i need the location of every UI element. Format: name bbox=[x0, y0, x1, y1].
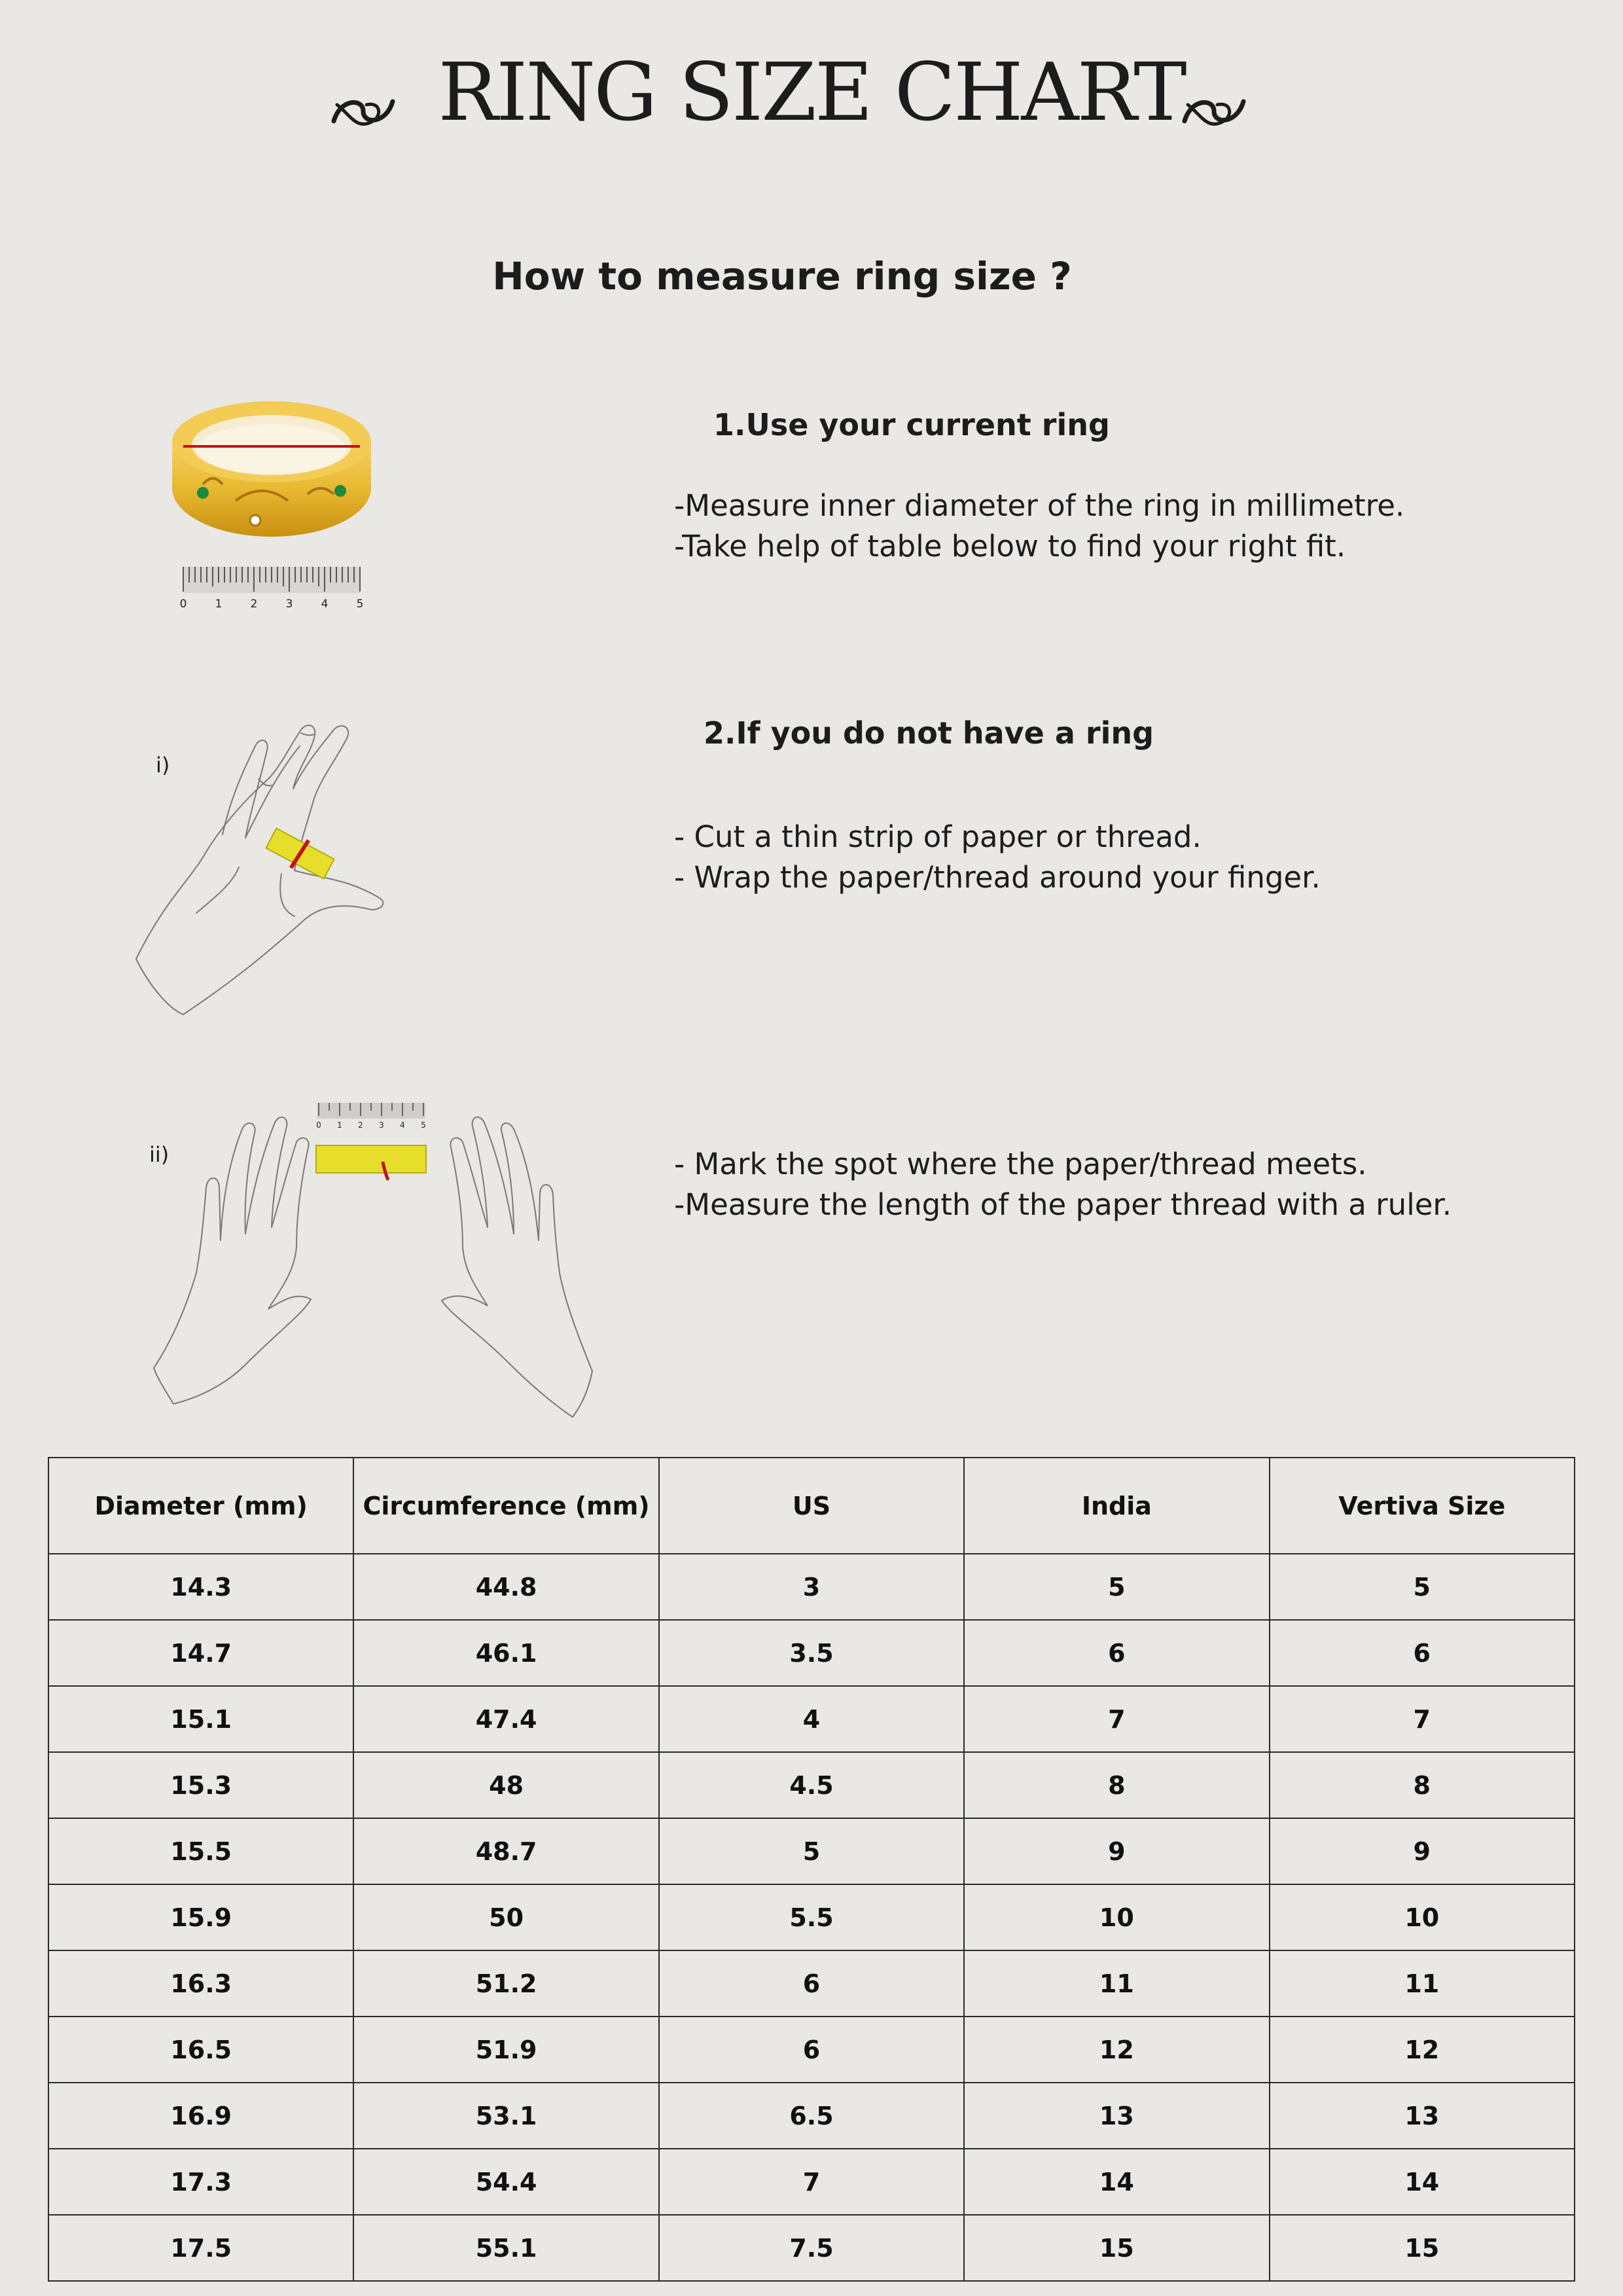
column-header-circumference: Circumference (mm) bbox=[353, 1458, 658, 1554]
page-title: RING SIZE CHART bbox=[438, 46, 1185, 139]
hand-wrap-illustration bbox=[124, 707, 412, 1021]
table-cell: 48.7 bbox=[353, 1818, 658, 1884]
table-cell: 5 bbox=[1270, 1554, 1575, 1620]
table-cell: 53.1 bbox=[353, 2083, 658, 2149]
table-cell: 12 bbox=[1270, 2017, 1575, 2083]
table-cell: 16.9 bbox=[48, 2083, 353, 2149]
flourish-left-icon bbox=[327, 85, 399, 137]
table-cell: 11 bbox=[964, 1950, 1269, 2017]
table-cell: 7.5 bbox=[659, 2215, 964, 2281]
table-cell: 15.3 bbox=[48, 1752, 353, 1818]
step2-line: - Wrap the paper/thread around your finger. bbox=[674, 860, 1321, 895]
table-cell: 7 bbox=[1270, 1686, 1575, 1752]
table-cell: 10 bbox=[964, 1884, 1269, 1950]
table-cell: 55.1 bbox=[353, 2215, 658, 2281]
table-cell: 15.9 bbox=[48, 1884, 353, 1950]
step1-text bbox=[674, 486, 1404, 567]
table-cell: 6.5 bbox=[659, 2083, 964, 2149]
table-cell: 14 bbox=[1270, 2149, 1575, 2215]
table-cell: 11 bbox=[1270, 1950, 1575, 2017]
table-cell: 10 bbox=[1270, 1884, 1575, 1950]
table-cell: 4 bbox=[659, 1686, 964, 1752]
table-row bbox=[48, 1686, 1575, 1752]
table-cell: 12 bbox=[964, 2017, 1269, 2083]
step1-line: -Take help of table below to find your right fit. bbox=[674, 529, 1346, 564]
table-cell: 13 bbox=[964, 2083, 1269, 2149]
hands-measure-illustration bbox=[147, 1096, 599, 1424]
step3-label: ii) bbox=[149, 1142, 169, 1167]
column-header-diameter: Diameter (mm) bbox=[48, 1458, 353, 1554]
step3-text bbox=[674, 1144, 1452, 1225]
table-cell: 14 bbox=[964, 2149, 1269, 2215]
column-header-india: India bbox=[964, 1458, 1269, 1554]
ruler-label: 2 bbox=[358, 1121, 363, 1130]
table-cell: 8 bbox=[964, 1752, 1269, 1818]
step2-label: i) bbox=[156, 753, 170, 778]
gold-ring-illustration bbox=[164, 386, 380, 622]
table-cell: 6 bbox=[659, 1950, 964, 2017]
table-cell: 7 bbox=[964, 1686, 1269, 1752]
table-cell: 15.1 bbox=[48, 1686, 353, 1752]
table-cell: 14.7 bbox=[48, 1620, 353, 1686]
table-row bbox=[48, 2215, 1575, 2281]
ruler-label: 1 bbox=[337, 1121, 342, 1130]
ruler-label: 0 bbox=[179, 598, 187, 611]
ruler-label: 3 bbox=[285, 598, 293, 611]
flourish-right-icon bbox=[1178, 85, 1250, 137]
table-cell: 51.2 bbox=[353, 1950, 658, 2017]
step3-line: - Mark the spot where the paper/thread meets. bbox=[674, 1147, 1367, 1181]
ruler-label: 5 bbox=[421, 1121, 426, 1130]
table-cell: 15.5 bbox=[48, 1818, 353, 1884]
table-cell: 48 bbox=[353, 1752, 658, 1818]
table-cell: 5 bbox=[964, 1554, 1269, 1620]
table-header-row bbox=[48, 1458, 1575, 1554]
table-cell: 15 bbox=[964, 2215, 1269, 2281]
table-cell: 51.9 bbox=[353, 2017, 658, 2083]
column-header-us: US bbox=[659, 1458, 964, 1554]
table-row bbox=[48, 2083, 1575, 2149]
ruler-label: 3 bbox=[379, 1121, 384, 1130]
table-cell: 13 bbox=[1270, 2083, 1575, 2149]
step2-heading: 2.If you do not have a ring bbox=[704, 715, 1154, 751]
table-cell: 50 bbox=[353, 1884, 658, 1950]
table-row bbox=[48, 1884, 1575, 1950]
table-cell: 8 bbox=[1270, 1752, 1575, 1818]
table-row bbox=[48, 1554, 1575, 1620]
step1-heading: 1.Use your current ring bbox=[713, 407, 1110, 442]
table-row bbox=[48, 2149, 1575, 2215]
table-row bbox=[48, 1950, 1575, 2017]
table-cell: 16.3 bbox=[48, 1950, 353, 2017]
table-cell: 3.5 bbox=[659, 1620, 964, 1686]
table-cell: 4.5 bbox=[659, 1752, 964, 1818]
table-cell: 5 bbox=[659, 1818, 964, 1884]
table-cell: 47.4 bbox=[353, 1686, 658, 1752]
step2-line: - Cut a thin strip of paper or thread. bbox=[674, 819, 1202, 854]
table-cell: 15 bbox=[1270, 2215, 1575, 2281]
table-cell: 9 bbox=[964, 1818, 1269, 1884]
ruler-icon bbox=[180, 567, 364, 611]
table-cell: 16.5 bbox=[48, 2017, 353, 2083]
ruler-label: 5 bbox=[356, 598, 364, 611]
table-cell: 6 bbox=[1270, 1620, 1575, 1686]
table-cell: 17.5 bbox=[48, 2215, 353, 2281]
table-cell: 54.4 bbox=[353, 2149, 658, 2215]
table-cell: 6 bbox=[964, 1620, 1269, 1686]
table-cell: 3 bbox=[659, 1554, 964, 1620]
table-cell: 6 bbox=[659, 2017, 964, 2083]
table-cell: 44.8 bbox=[353, 1554, 658, 1620]
section-subtitle: How to measure ring size ? bbox=[492, 254, 1072, 298]
table-cell: 14.3 bbox=[48, 1554, 353, 1620]
column-header-vertiva-size: Vertiva Size bbox=[1270, 1458, 1575, 1554]
table-cell: 9 bbox=[1270, 1818, 1575, 1884]
table-row bbox=[48, 1752, 1575, 1818]
ring-size-table bbox=[48, 1457, 1575, 2282]
table-row bbox=[48, 2017, 1575, 2083]
ruler-label: 4 bbox=[321, 598, 329, 611]
table-cell: 17.3 bbox=[48, 2149, 353, 2215]
table-row bbox=[48, 1620, 1575, 1686]
table-cell: 7 bbox=[659, 2149, 964, 2215]
table-cell: 5.5 bbox=[659, 1884, 964, 1950]
ruler-label: 4 bbox=[400, 1121, 405, 1130]
step3-line: -Measure the length of the paper thread with a ruler. bbox=[674, 1187, 1452, 1222]
ruler-label: 0 bbox=[316, 1121, 321, 1130]
step2-text bbox=[674, 817, 1321, 898]
step1-line: -Measure inner diameter of the ring in millimetre. bbox=[674, 488, 1405, 523]
table-row bbox=[48, 1818, 1575, 1884]
ruler-label: 2 bbox=[250, 598, 258, 611]
table-cell: 46.1 bbox=[353, 1620, 658, 1686]
ruler-label: 1 bbox=[215, 598, 223, 611]
